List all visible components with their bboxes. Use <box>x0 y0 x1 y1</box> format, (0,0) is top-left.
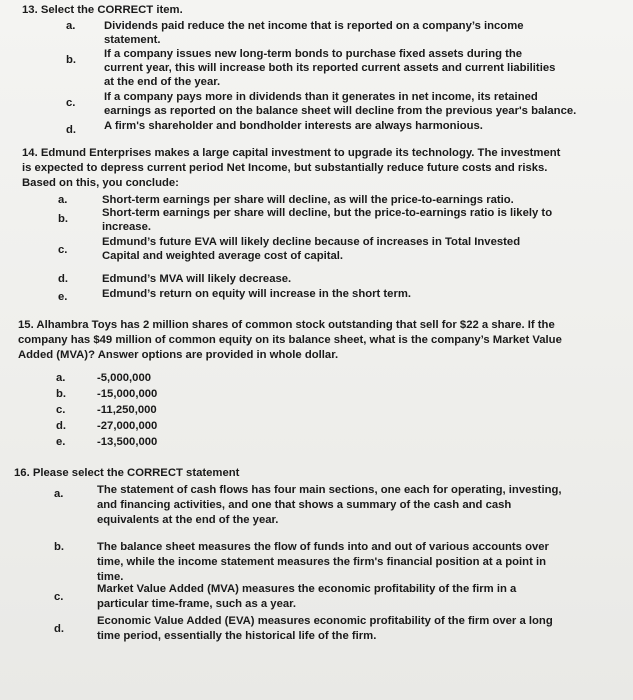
question-16-title: 16. Please select the CORRECT statement <box>14 467 240 479</box>
question-15-title: 15. Alhambra Toys has 2 million shares of common stock outstanding that sell for $22 a share. If the company has $49 million of common equity on its balance sheet, what is the company’s Market Value Added (MVA)? Answer options are provided in whole dollar. <box>18 319 562 361</box>
question-13-title: 13. Select the CORRECT item. <box>22 4 183 16</box>
worksheet-page: 13. Select the CORRECT item. a. Dividends paid reduce the net income that is reported on a company’s income statement. b. If a company issues new long-term bonds to purchase fixed assets during the current year, this will increase both its reported current assets and current liabilities at the end of the year. c. If a company pays more in dividends than it generates in net income, its retained earnings as reported on the balance sheet will decline from the previous year's balance. d. A firm's shareholder and bondholder interests are always harmonious. 14. Edmund Enterprises makes a large capital investment to upgrade its technology. The investment is expected to depress current period Net Income, but substantially reduce future costs and risks. Based on this, you conclude: a. Short-term earnings per share will decline, as will the price-to-earnings ratio. b. Short-term earnings per share will decline, but the price-to-earnings ratio is likely to increase. c. Edmund’s future EVA will likely decline because of increases in Total Invested Capital and weighted average cost of capital. d. Edmund’s MVA will likely decrease. e. Edmund’s return on equity will increase in the short term. 15. Alhambra Toys has 2 million shares of common stock outstanding that sell for $22 a share. If the company has $49 million of common equity on its balance sheet, what is the company’s Market Value Added (MVA)? Answer options are provided in whole dollar. a. -5,000,000 b. -15,000,000 c. -11,250,000 d. -27,000,000 e. -13,500,000 16. Please select the CORRECT statement a. The statement of cash flows has four main sections, one each for operating, investing, and financing activities, and one that shows a summary of the cash and cash equivalents at the end of the year. b. The balance sheet measures the flow of funds into and out of various accounts over time, while the income statement measures the firm's financial position at a point in time. c. Market Value Added (MVA) measures the economic profitability of the firm in a particular time-frame, such as a year. d. Economic Value Added (EVA) measures economic profitability of the firm over a long time period, essentially the historical life of the firm. <box>0 0 633 700</box>
question-14-title: 14. Edmund Enterprises makes a large capital investment to upgrade its technology. The investment is expected to depress current period Net Income, but substantially reduce future costs and risks. Based on this, you conclude: <box>22 147 561 189</box>
